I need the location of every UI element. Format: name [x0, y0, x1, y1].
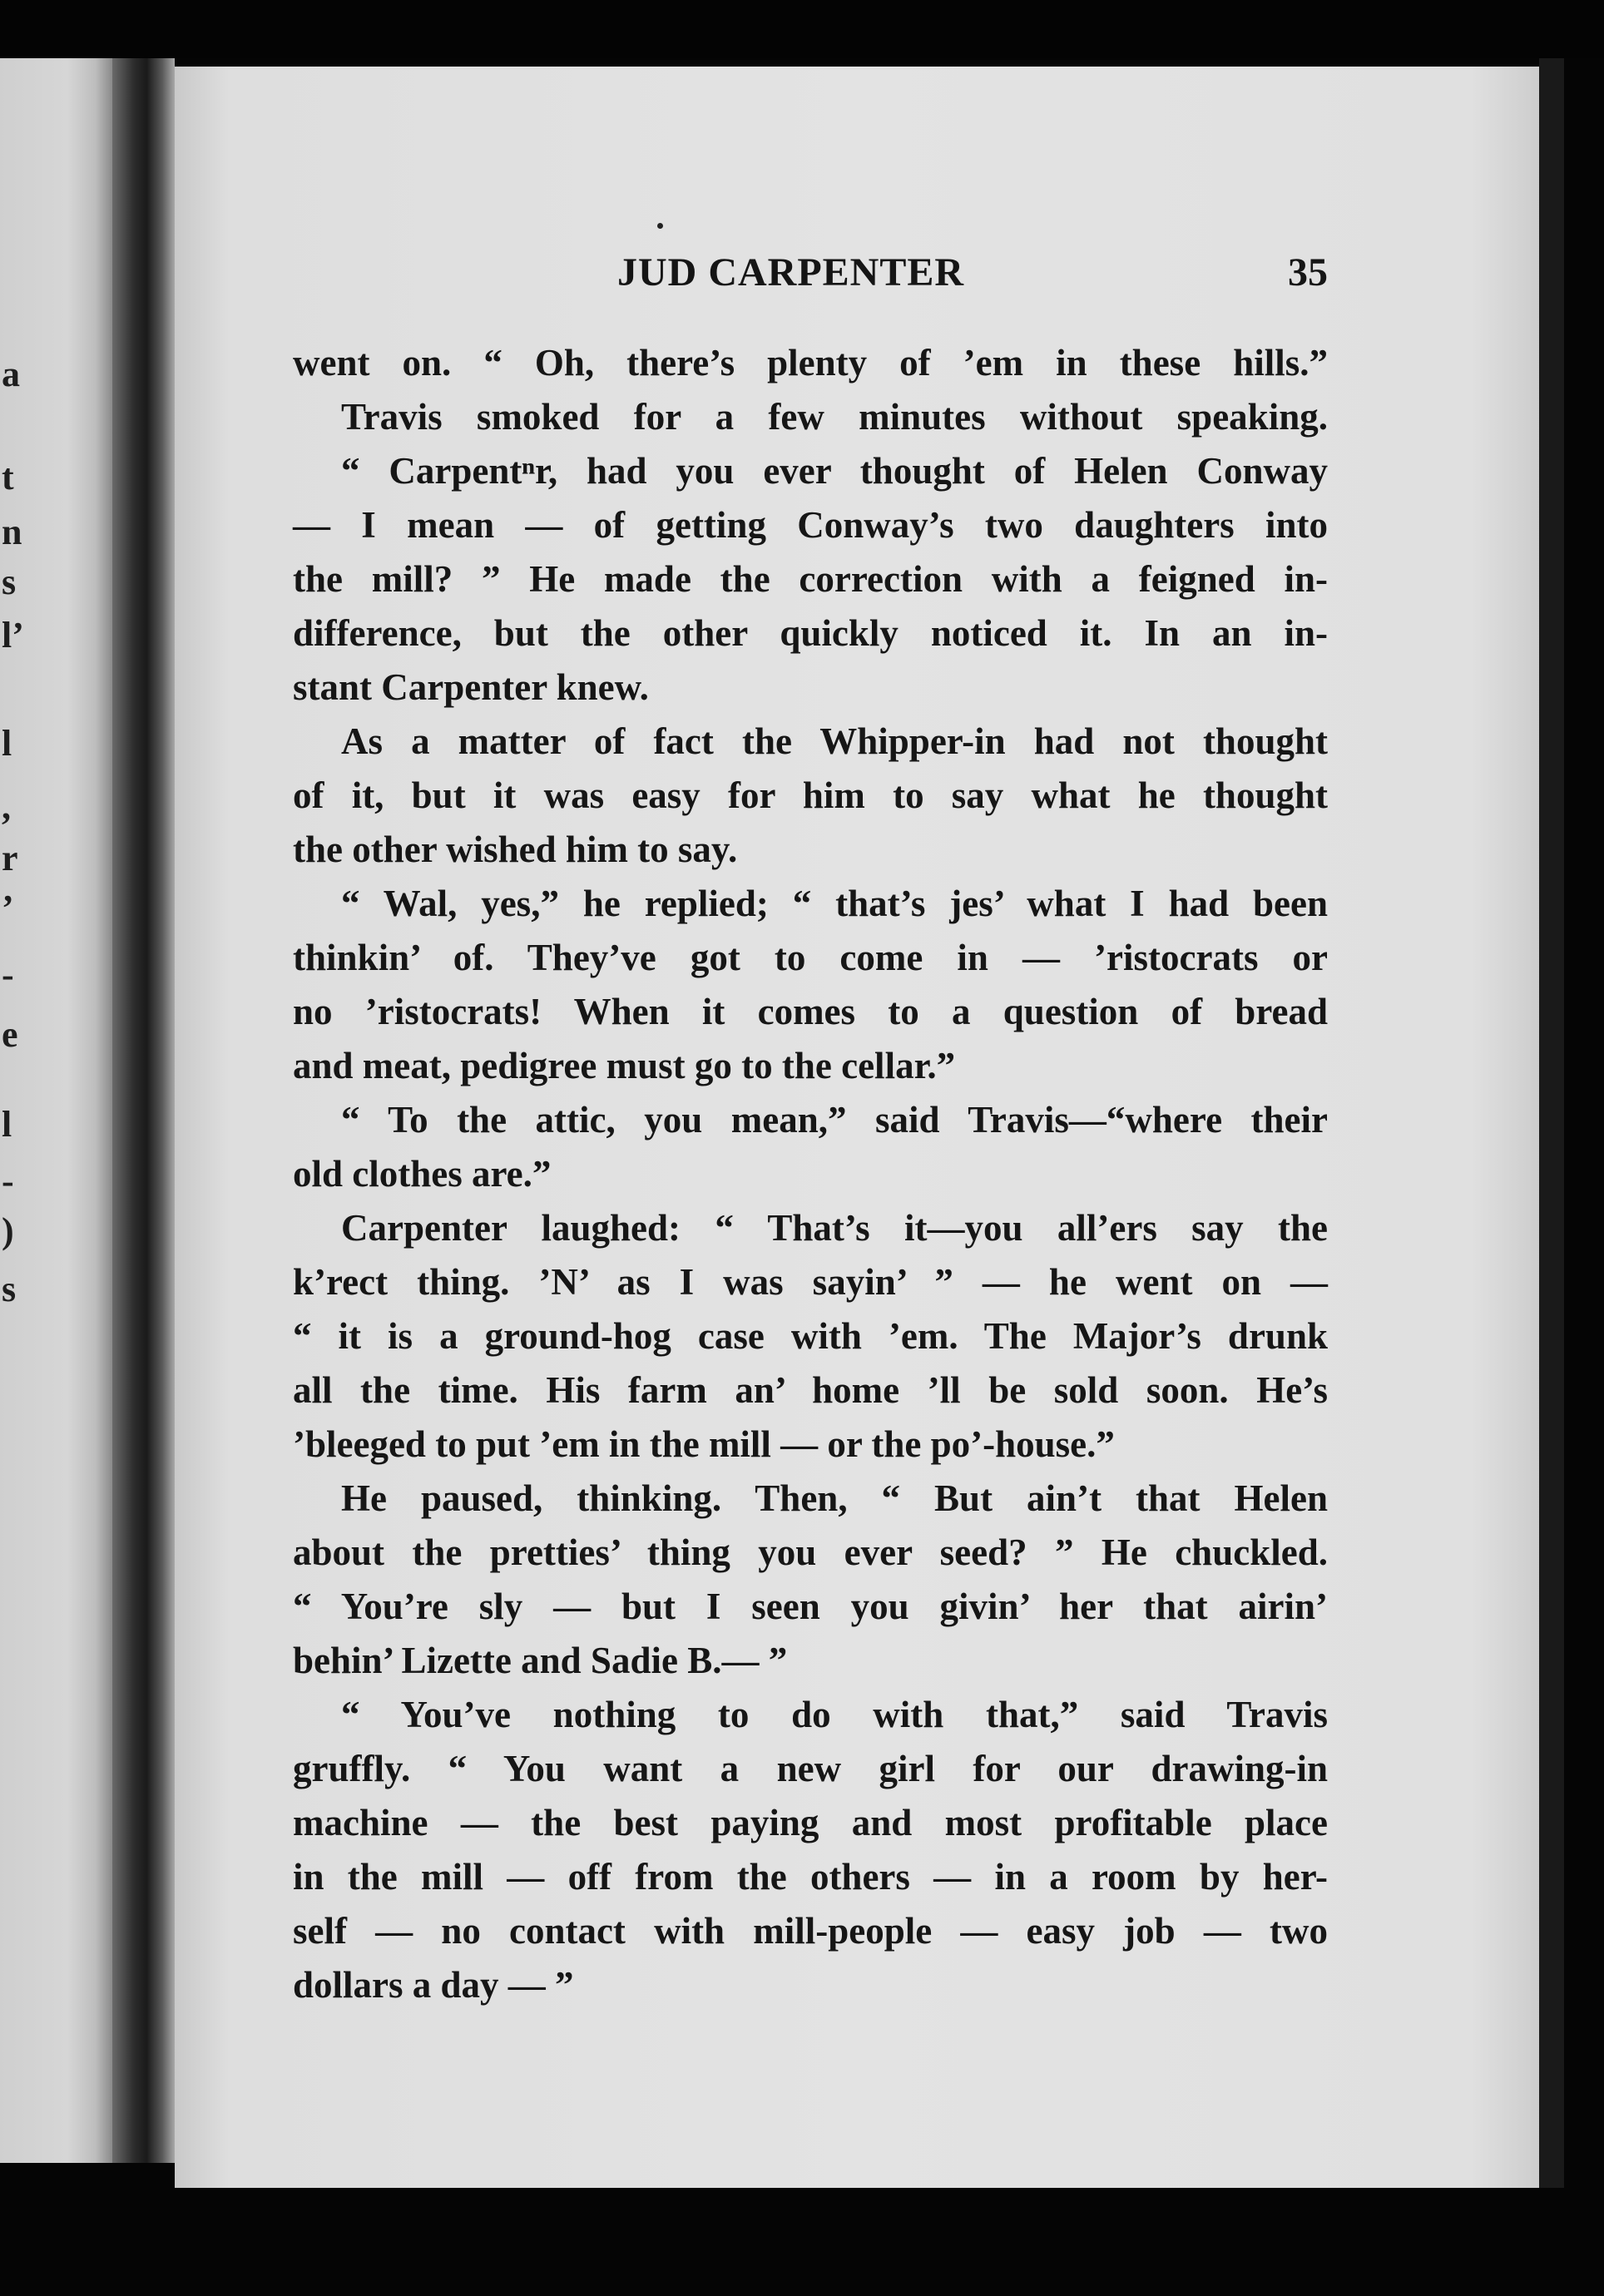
text-line: He paused, thinking. Then, “ But ain’t that Helen — [341, 1477, 1328, 1519]
text-line: “ it is a ground-hog case with ’em. The Major’s drunk — [293, 1315, 1328, 1357]
text-line: k’rect thing. ’N’ as I was sayin’ ” — he went on — — [293, 1261, 1328, 1303]
text-line: old clothes are.” — [293, 1153, 552, 1195]
facing-page-fragment: s — [2, 1269, 17, 1309]
text-line: machine — the best paying and most profitable place — [293, 1802, 1328, 1843]
scan-top-border — [0, 0, 1604, 58]
text-line: dollars a day — ” — [293, 1964, 574, 2006]
text-line: Travis smoked for a few minutes without speaking. — [341, 396, 1328, 438]
text-line: went on. “ Oh, there’s plenty of ’em in these hills.” — [293, 342, 1328, 383]
facing-page-fragment: l’ — [2, 615, 24, 656]
facing-page-fragment: ’ — [2, 888, 14, 928]
facing-page-fragment: - — [2, 1160, 14, 1201]
text-line: difference, but the other quickly noticed it. In an in- — [293, 612, 1328, 654]
text-line: Carpenter laughed: “ That’s it—you all’ers say the — [341, 1207, 1328, 1249]
text-line: gruffly. “ You want a new girl for our drawing-in — [293, 1748, 1328, 1789]
text-line: “ You’ve nothing to do with that,” said Travis — [341, 1694, 1328, 1735]
text-line: — I mean — of getting Conway’s two daughters into — [293, 504, 1328, 546]
text-line: behin’ Lizette and Sadie B.— ” — [293, 1640, 788, 1681]
facing-page-fragment: t — [2, 457, 14, 497]
running-head: JUD CARPENTER — [617, 250, 965, 294]
left-page-edge — [0, 58, 112, 2163]
facing-page-fragment: l — [2, 723, 12, 764]
facing-page-fragment: e — [2, 1014, 18, 1055]
facing-page-fragment: a — [2, 354, 20, 394]
text-line: ’bleeged to put ’em in the mill — or the po’-house.” — [293, 1423, 1115, 1465]
facing-page-fragment: - — [2, 954, 14, 995]
text-line: of it, but it was easy for him to say what he thought — [293, 774, 1328, 816]
text-line: all the time. His farm an’ home ’ll be sold soon. He’s — [293, 1369, 1328, 1411]
text-line: thinkin’ of. They’ve got to come in — ’ristocrats or — [293, 937, 1328, 978]
text-line: about the pretties’ thing you ever seed? ” He chuckled. — [293, 1531, 1328, 1573]
text-line: no ’ristocrats! When it comes to a question of bread — [293, 991, 1328, 1032]
scan-right-border — [1539, 58, 1564, 2188]
text-line: the mill? ” He made the correction with a feigned in- — [293, 558, 1328, 600]
page-header — [293, 250, 1328, 308]
page-number: 35 — [1288, 250, 1328, 294]
text-line: “ Wal, yes,” he replied; “ that’s jes’ what I had been — [341, 883, 1328, 924]
facing-page-fragment: , — [2, 786, 11, 827]
facing-page-fragment: r — [2, 838, 18, 878]
text-line: in the mill — off from the others — in a room by her- — [293, 1856, 1328, 1898]
facing-page-fragment: ) — [2, 1210, 14, 1251]
facing-page-fragment: n — [2, 512, 22, 552]
text-line: “ You’re sly — but I seen you givin’ her that airin’ — [293, 1586, 1328, 1627]
print-speck — [657, 223, 663, 229]
facing-page-fragment: s — [2, 562, 17, 602]
text-line: the other wished him to say. — [293, 829, 738, 870]
text-line: stant Carpenter knew. — [293, 666, 649, 708]
facing-page-fragment: l — [2, 1104, 12, 1145]
text-line: As a matter of fact the Whipper-in had not thought — [341, 720, 1328, 762]
body-text — [293, 336, 1328, 2012]
text-line: “ To the attic, you mean,” said Travis—“where their — [341, 1099, 1328, 1141]
text-line: and meat, pedigree must go to the cellar.” — [293, 1045, 956, 1086]
text-line: self — no contact with mill-people — easy job — two — [293, 1910, 1328, 1952]
book-gutter — [112, 58, 175, 2163]
text-line: “ Carpentⁿr, had you ever thought of Helen Conway — [341, 450, 1328, 492]
